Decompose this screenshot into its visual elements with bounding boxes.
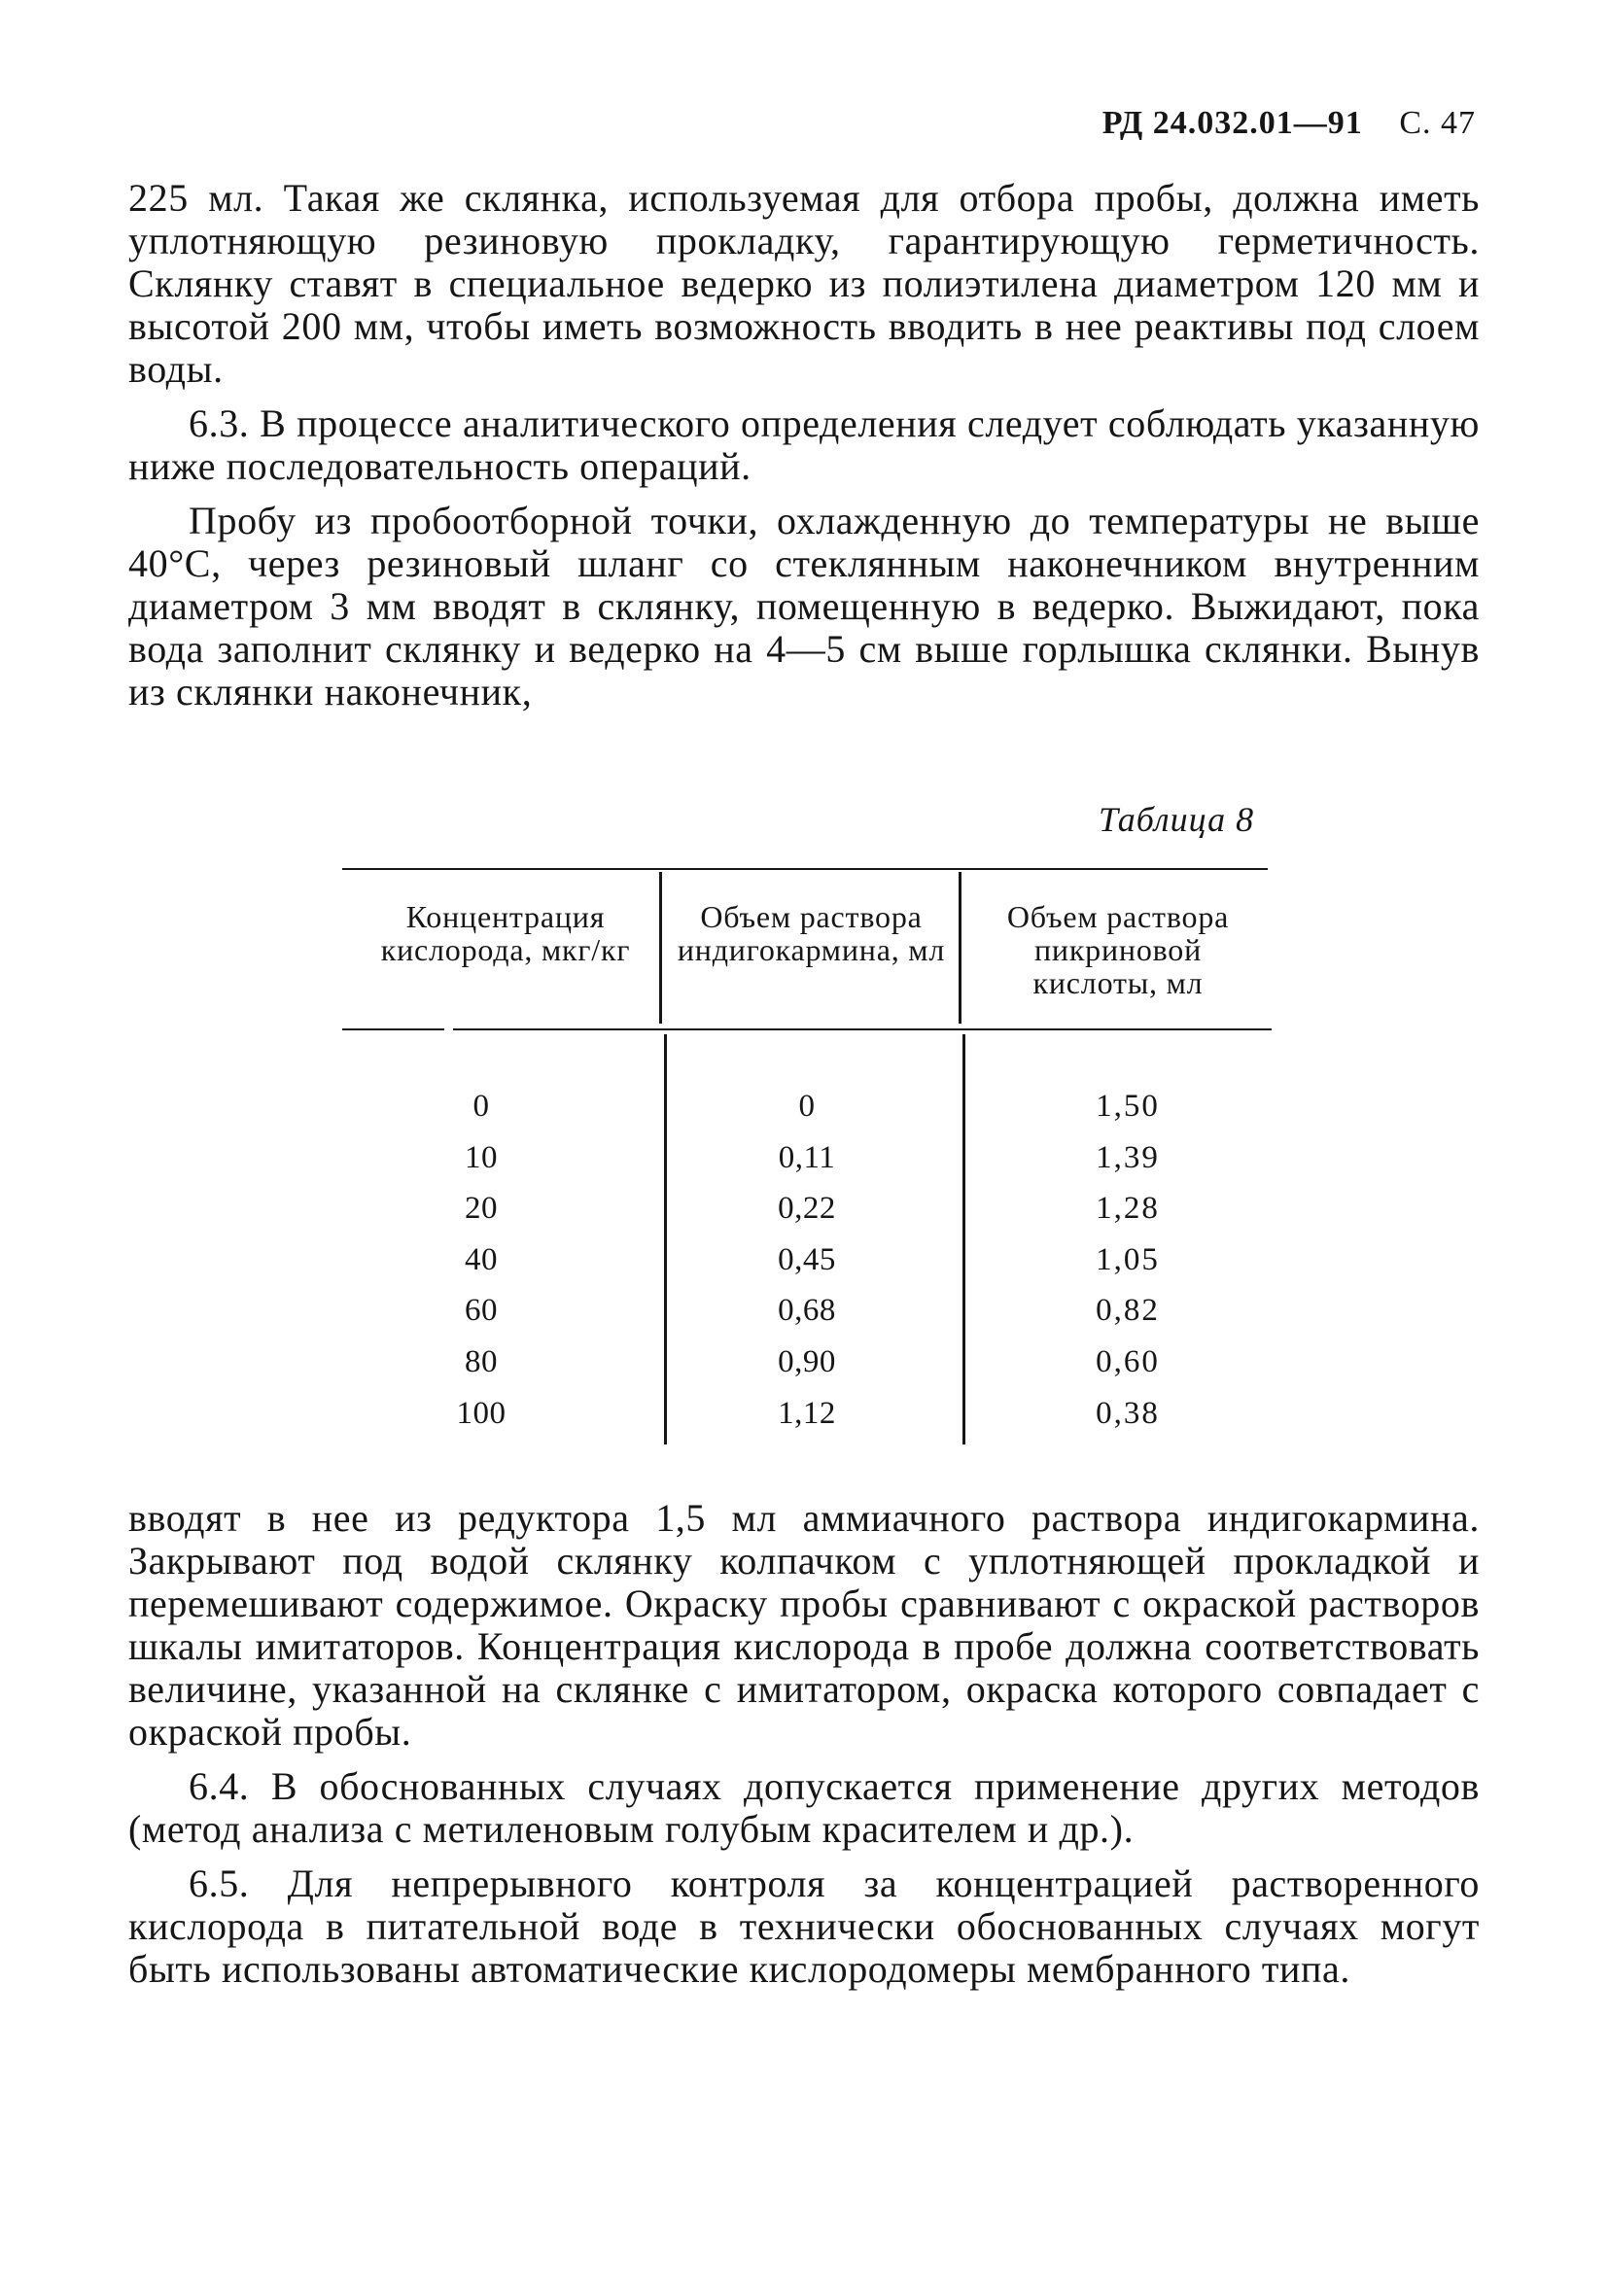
table-column-divider — [659, 872, 662, 1024]
table-cell: 60 — [465, 1293, 498, 1329]
table-cell: 1,28 — [1096, 1191, 1160, 1227]
table-cell: 1,50 — [1096, 1089, 1160, 1124]
table-header-indigo: Объем раствора индигокармина, мл — [677, 899, 946, 967]
table-cell: 1,05 — [1096, 1241, 1160, 1277]
table-header-picric: Объем раствора пикриновой кислоты, мл — [1006, 899, 1230, 1000]
table-cell: 1,12 — [778, 1395, 836, 1431]
table-cell: 100 — [456, 1395, 507, 1431]
paragraph: 225 мл. Такая же склянка, используемая для отбора пробы, должна иметь уплотняющую резиновую прокладку, гарантирующую герметичность. Склянку ставят в специальное ведерко из полиэтилена диаметром 120 мм и высотой 200 мм, чтобы иметь возможность вводить в нее реактивы под слоем воды. — [128, 176, 1480, 391]
table-cell: 80 — [465, 1343, 498, 1379]
table-cell: 40 — [465, 1241, 498, 1277]
table-cell: 0,38 — [1096, 1395, 1160, 1431]
table-rule-header — [342, 1028, 444, 1030]
document-code: РД 24.032.01—91 — [1101, 105, 1363, 141]
table-cell: 0,82 — [1096, 1293, 1160, 1329]
table-cell: 0 — [472, 1089, 490, 1124]
paragraph: вводят в нее из редуктора 1,5 мл аммиачного раствора индигокармина. Закрывают под водой склянку колпачком с уплотняющей прокладкой и перемешивают содержимое. Окраску пробы сравнивают с окраской растворов шкалы имитаторов. Концентрация кислорода в пробе должна соответствовать величине, указанной на склянке с имитатором, окраска которого совпадает с окраской пробы. — [128, 1496, 1480, 1754]
table-cell: 20 — [465, 1191, 498, 1227]
table-cell: 1,39 — [1096, 1139, 1160, 1175]
paragraph-6-3: 6.3. В процессе аналитического определения следует соблюдать указанную ниже последовательность операций. — [128, 401, 1480, 488]
text-block-top — [128, 177, 1480, 725]
table-column-divider — [962, 1034, 965, 1444]
table-column-divider — [959, 872, 961, 1024]
table-rule-header — [453, 1028, 1272, 1030]
table-header-oxygen: Концентрация кислорода, мкг/кг — [380, 899, 631, 967]
table-column-divider — [664, 1034, 667, 1444]
table-column-picric — [1074, 1081, 1181, 1439]
paragraph: Пробу из пробоотборной точки, охлажденную до температуры не выше 40°С, через резиновый шланг со стеклянным наконечником внутренним диаметром 3 мм вводят в склянку, помещенную в ведерко. Выжидают, пока вода заполнит склянку и ведерко на 4—5 см выше горлышка склянки. Вынув из склянки наконечник, — [128, 499, 1480, 713]
table-rule-top — [342, 868, 1268, 870]
table-cell: 10 — [465, 1139, 498, 1175]
table-column-indigo — [749, 1081, 865, 1439]
table-cell: 0,60 — [1096, 1343, 1160, 1379]
table-caption: Таблица 8 — [1099, 800, 1255, 839]
text-block-bottom — [128, 1497, 1480, 2002]
table-cell: 0,11 — [778, 1139, 836, 1175]
table-column-oxygen — [428, 1081, 535, 1439]
table-cell: 0,45 — [778, 1241, 836, 1277]
table-cell: 0,68 — [778, 1293, 836, 1329]
paragraph-6-4: 6.4. В обоснованных случаях допускается применение других методов (метод анализа с метиленовым голубым красителем и др.). — [128, 1764, 1480, 1851]
page-number: С. 47 — [1399, 105, 1476, 141]
page-header — [1102, 105, 1476, 142]
paragraph-6-5: 6.5. Для непрерывного контроля за концентрацией растворенного кислорода в питательной воде в технически обоснованных случаях могут быть использованы автоматические кислородомеры мембранного типа. — [128, 1861, 1480, 1991]
table-cell: 0 — [798, 1089, 816, 1124]
table-cell: 0,90 — [778, 1343, 836, 1379]
table-cell: 0,22 — [778, 1191, 836, 1227]
